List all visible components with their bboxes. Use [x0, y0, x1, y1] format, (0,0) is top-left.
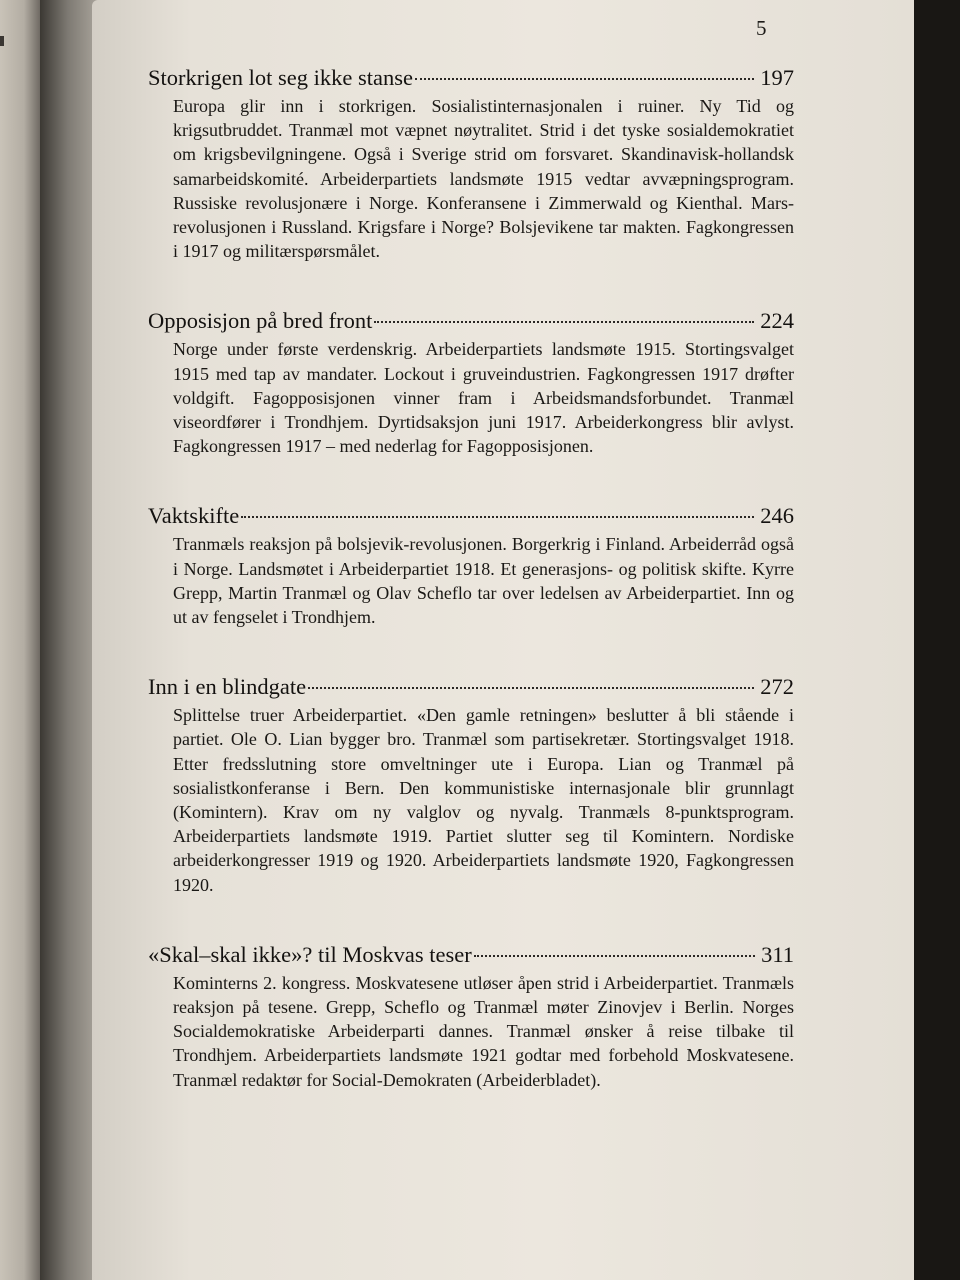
chapter-title: Opposisjon på bred front [148, 308, 373, 334]
toc-entry [148, 941, 794, 1092]
toc-entry [148, 64, 794, 263]
chapter-title: Vaktskifte [148, 503, 240, 529]
chapter-page-number: 224 [760, 308, 794, 334]
chapter-page-number: 272 [760, 674, 794, 700]
chapter-summary: Europa glir inn i storkrigen. Sosialistinternasjonalen i ruiner. Ny Tid og krigsutbruddet. Tranmæl mot væpnet nøytralitet. Strid i det tyske sosialdemokratiet om krigsbevilgningene. Også i Sverige strid om forsvaret. Skandinavisk-hollandsk samarbeidskomité. Arbeiderpartiets landsmøte 1915 vedtar avvæpningsprogram. Russiske revolusjonære i Norge. Konferansene i Zimmerwald og Kienthal. Mars-revolusjonen i Russland. Krigsfare i Norge? Bolsjevikene tar makten. Fagkongressen i 1917 og militærspørsmålet. [173, 96, 794, 262]
toc-entry-heading [148, 502, 794, 530]
dot-leader [374, 321, 754, 323]
chapter-title: Storkrigen lot seg ikke stanse [148, 65, 413, 90]
chapter-summary: Tranmæls reaksjon på bolsjevik-revolusjonen. Borgerkrig i Finland. Arbeiderråd også i Norge. Landsmøtet i Arbeiderpartiet 1918. Et generasjons- og politisk skifte. Kyrre Grepp, Martin Tranmæl og Olav Scheflo tar over ledelsen av Arbeiderpartiet. Inn og ut av fengselet i Trondhjem. [173, 534, 794, 628]
book-page [92, 0, 914, 1280]
dot-leader [308, 687, 754, 689]
chapter-page-number: 246 [760, 503, 794, 529]
page-number: 5 [756, 16, 767, 40]
toc-entry-heading [148, 307, 794, 335]
toc-entry [148, 502, 794, 629]
chapter-title: Inn i en blindgate [148, 674, 307, 700]
toc-entry [148, 307, 794, 458]
chapter-page-number: 197 [760, 65, 794, 90]
chapter-page-number: 311 [761, 941, 794, 967]
chapter-summary: Norge under første verdenskrig. Arbeiderpartiets landsmøte 1915. Stortingsvalget 1915 med tap av mandater. Lockout i gruveindustrien. Fagkongressen 1917 drøfter voldgift. Fagopposisjonen vinner fram i Arbeidsmandsforbundet. Tranmæl viseordfører i Trondhjem. Dyrtidsaksjon juni 1917. Arbeiderkongress blir avlyst. Fagkongressen 1917 – med nederlag for Fagopposisjonen. [173, 339, 794, 457]
chapter-title: «Skal–skal ikke»? til Moskvas teser [148, 941, 472, 967]
toc-entry-heading [148, 673, 794, 701]
toc-entry-heading [148, 941, 794, 969]
chapter-summary: Kominterns 2. kongress. Moskvatesene utløser åpen strid i Arbeiderpartiet. Tranmæls reaksjon på tesene. Grepp, Scheflo og Tranmæl møter Zinovjev i Berlin. Norges Socialdemokratiske Arbeiderparti dannes. Tranmæl ønsker å reise tilbake til Trondhjem. Arbeiderpartiets landsmøte 1921 godtar med forbehold Moskvatesene. Tranmæl redaktør for Social-Demokraten (Arbeiderbladet). [173, 972, 794, 1090]
background-surface [914, 0, 960, 1280]
left-page-edge [0, 0, 40, 1280]
dot-leader [415, 78, 754, 80]
dot-leader [241, 516, 754, 518]
dot-leader [474, 955, 755, 957]
table-of-contents [148, 64, 794, 1136]
toc-entry [148, 673, 794, 897]
chapter-summary: Splittelse truer Arbeiderpartiet. «Den gamle retningen» beslutter å bli stående i partiet. Ole O. Lian bygger bro. Tranmæl som partisekretær. Stortingsvalget 1918. Etter fredsslutning store omveltninger ute i Europa. Lian og Tranmæl på sosialistkonferanse i Bern. Den kommunistiske internasjonale blir grunnlagt (Komintern). Krav om ny valglov og nyvalg. Tranmæls 8-punktsprogram. Arbeiderpartiets landsmøte 1919. Partiet slutter seg til Komintern. Nordiske arbeiderkongresser 1919 og 1920. Arbeiderpartiets landsmøte 1920, Fagkongressen 1920. [173, 705, 794, 895]
left-page-mark [0, 36, 4, 46]
toc-entry-heading [148, 64, 794, 92]
